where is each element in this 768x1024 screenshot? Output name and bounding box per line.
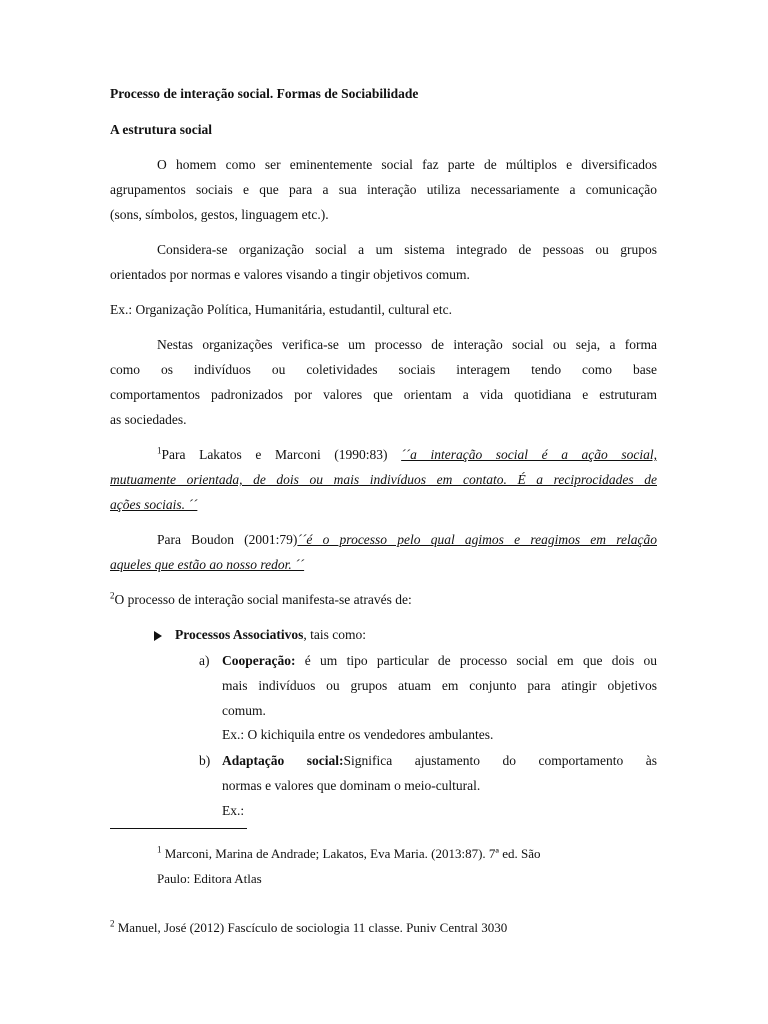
- footnote-ref-2[interactable]: 2: [110, 590, 115, 601]
- footnote-1-text: Marconi, Marina de Andrade; Lakatos, Eva Maria. (2013:87). 7ª ed. São: [161, 846, 541, 861]
- item-b-example: Ex.:: [222, 803, 245, 818]
- footnote-1-line-1: [157, 846, 541, 862]
- quote-boudon-line-1: [157, 532, 657, 548]
- quote-lakatos-text-1: ´´a interação social é a ação social,: [401, 447, 657, 462]
- footnote-separator: [110, 828, 247, 829]
- quote-lakatos-line-2: mutuamente orientada, de dois ou mais indivíduos em contato. É a reciprocidades de: [110, 472, 657, 487]
- quote-boudon-line-2: aqueles que estão ao nosso redor. ´´: [110, 557, 305, 572]
- footnote-1-marker: 1: [157, 844, 162, 855]
- footnote-ref-1[interactable]: 1: [157, 445, 162, 456]
- item-a-line-2: mais indivíduos ou grupos atuam em conjunto para atingir objetivos: [222, 678, 657, 693]
- paragraph-1-line-3: (sons, símbolos, gestos, linguagem etc.).: [110, 207, 329, 222]
- item-a-line-3: comum.: [222, 703, 266, 718]
- section-heading: A estrutura social: [110, 122, 212, 137]
- example-organizations: Ex.: Organização Política, Humanitária, estudantil, cultural etc.: [110, 302, 453, 317]
- paragraph-3-line-3: comportamentos padronizados por valores que orientam a vida quotidiana e estruturam: [110, 387, 657, 402]
- processes-intro: [110, 592, 412, 608]
- paragraph-3-line-4: as sociedades.: [110, 412, 187, 427]
- item-a-text-1: é um tipo particular de processo social em que dois ou: [295, 653, 657, 668]
- quote-lakatos-line-3: ações sociais. ´´: [110, 497, 198, 512]
- paragraph-2-line-1: Considera-se organização social a um sistema integrado de pessoas ou grupos: [157, 242, 657, 257]
- arrow-bullet-icon: [154, 631, 162, 641]
- item-a-line-1: [222, 653, 657, 669]
- paragraph-3-line-1: Nestas organizações verifica-se um processo de interação social ou seja, a forma: [157, 337, 657, 352]
- paragraph-1-line-1: O homem como ser eminentemente social faz parte de múltiplos e diversificados: [157, 157, 657, 172]
- item-b-line-1: [222, 753, 657, 769]
- footnote-2-text: Manuel, José (2012) Fascículo de sociologia 11 classe. Puniv Central 3030: [114, 920, 508, 935]
- item-b-text-1: Significa ajustamento do comportamento às: [343, 753, 657, 768]
- item-b-line-2: normas e valores que dominam o meio-cultural.: [222, 778, 481, 793]
- processes-intro-text: O processo de interação social manifesta-se através de:: [114, 592, 412, 607]
- bullet-associative-processes: [175, 627, 366, 643]
- paragraph-2-line-2: orientados por normas e valores visando a tingir objetivos comum.: [110, 267, 470, 282]
- item-b-marker: b): [199, 753, 211, 768]
- quote-boudon-text-1: ´´é o processo pelo qual agimos e reagimos em relação: [297, 532, 657, 547]
- paragraph-1-line-2: agrupamentos sociais e que para a sua interação utiliza necessariamente a comunicação: [110, 182, 657, 197]
- item-a-term: Cooperação:: [222, 653, 296, 668]
- quote-lakatos-lead: Para Lakatos e Marconi (1990:83): [161, 447, 388, 462]
- document-title: Processo de interação social. Formas de Sociabilidade: [110, 86, 419, 101]
- footnote-2-marker: 2: [110, 918, 115, 929]
- item-a-marker: a): [199, 653, 210, 668]
- bullet-term: Processos Associativos: [175, 627, 304, 642]
- footnote-2: [110, 920, 507, 936]
- quote-lakatos-line-1: [157, 447, 657, 463]
- paragraph-3-line-2: como os indivíduos ou coletividades sociais interagem tendo como base: [110, 362, 657, 377]
- footnote-1-line-2: Paulo: Editora Atlas: [157, 871, 262, 886]
- quote-boudon-lead: Para Boudon (2001:79): [157, 532, 298, 547]
- bullet-rest: , tais como:: [303, 627, 366, 642]
- item-b-term: Adaptação social:: [222, 753, 344, 768]
- item-a-example: Ex.: O kichiquila entre os vendedores ambulantes.: [222, 727, 494, 742]
